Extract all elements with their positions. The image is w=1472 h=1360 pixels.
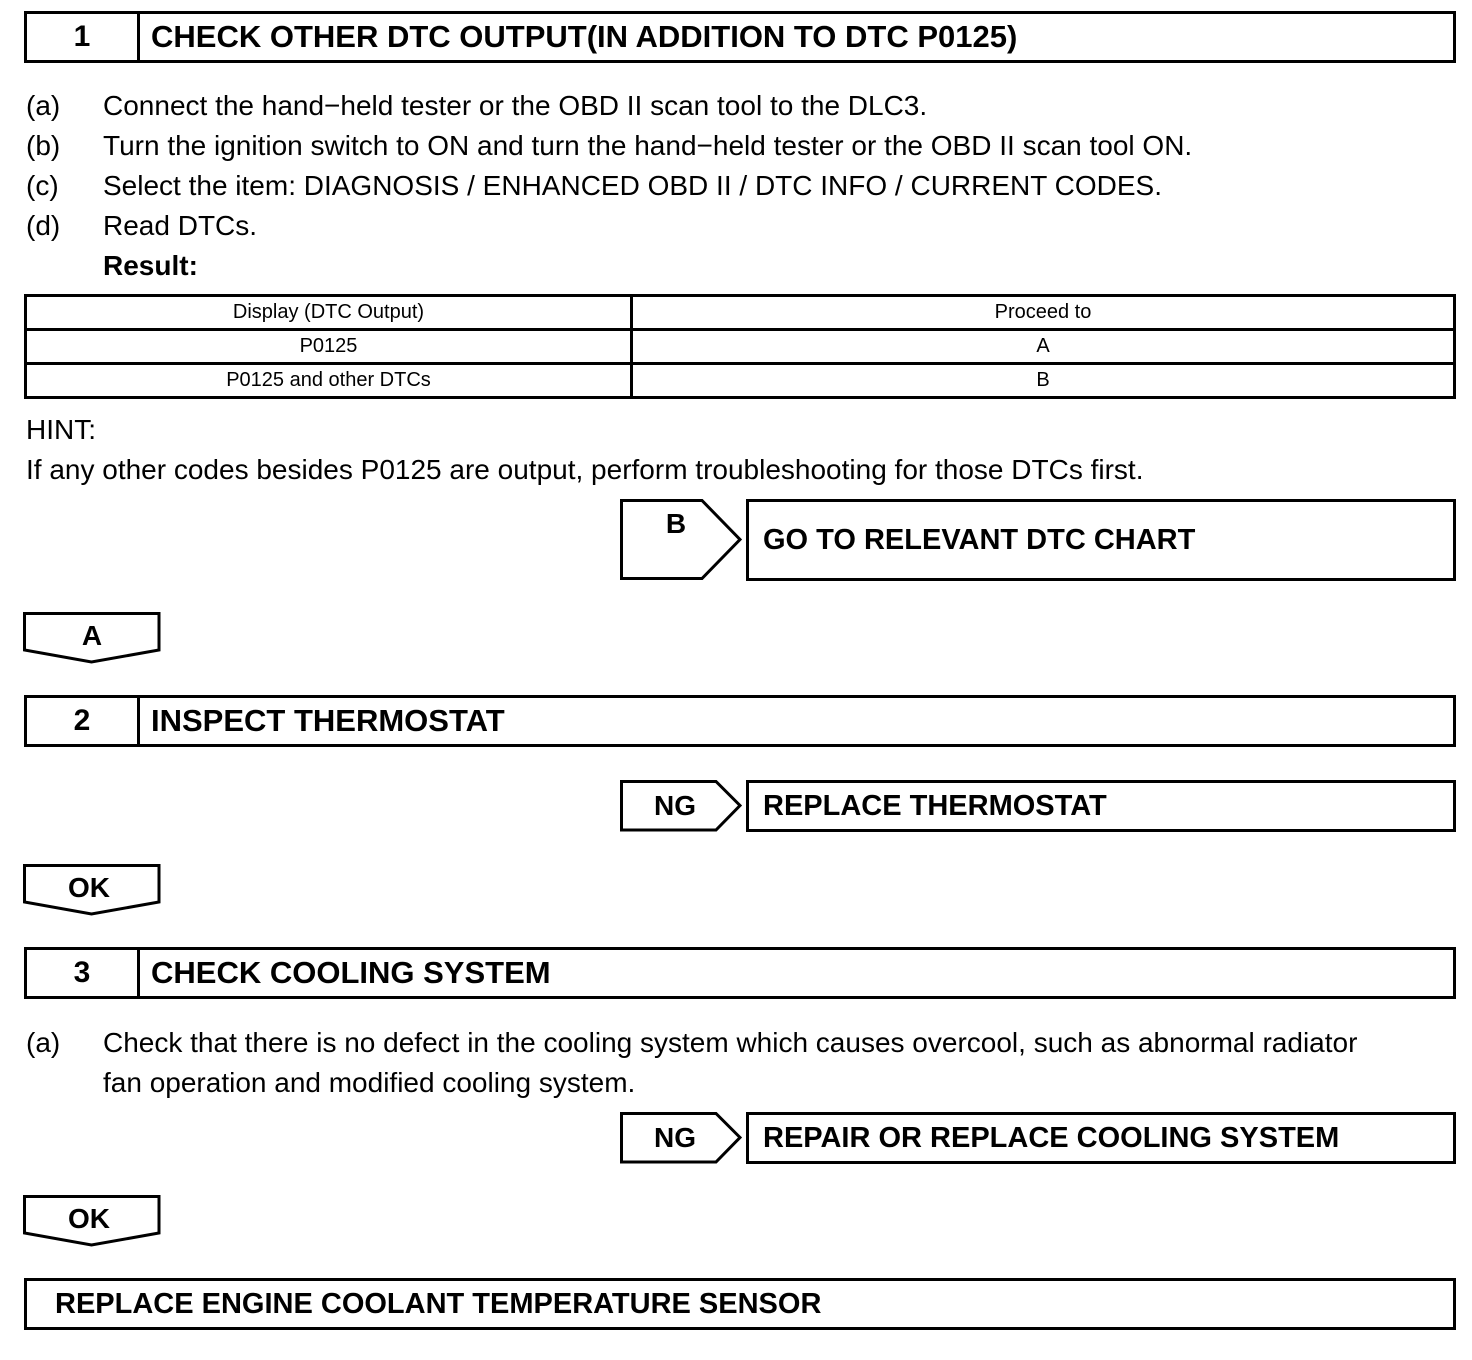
step-2-title: INSPECT THERMOSTAT xyxy=(151,703,505,738)
table-cell: A xyxy=(632,330,1455,364)
step-3-number: 3 xyxy=(27,950,140,996)
step-1-item-a-label: (a) xyxy=(26,90,61,121)
step-3-item-a-label: (a) xyxy=(26,1027,61,1058)
table-header-row xyxy=(26,296,1455,330)
step-1-item-d-text: Read DTCs. xyxy=(103,210,258,241)
hint-text: If any other codes besides P0125 are output, perform troubleshooting for those DTCs first. xyxy=(26,454,1144,485)
step-3-ng-result: REPAIR OR REPLACE COOLING SYSTEM xyxy=(746,1112,1456,1164)
step-1-item-c-text: Select the item: DIAGNOSIS / ENHANCED OBD II / DTC INFO / CURRENT CODES. xyxy=(103,170,1162,201)
step-3-item-a-line-2: fan operation and modified cooling system. xyxy=(103,1067,636,1098)
step-1-number: 1 xyxy=(27,14,140,60)
table-row xyxy=(26,364,1455,398)
table-cell: P0125 xyxy=(26,330,632,364)
hint-label: HINT: xyxy=(26,414,96,445)
continue-a-label: A xyxy=(81,620,103,651)
step-1-item-d-label: (d) xyxy=(26,210,61,241)
table-cell: P0125 and other DTCs xyxy=(26,364,632,398)
step-2-ok-label: OK xyxy=(68,872,110,903)
step-2-ng-label: NG xyxy=(654,790,696,821)
step-2-number: 2 xyxy=(27,698,140,744)
step-2-ng-result: REPLACE THERMOSTAT xyxy=(746,780,1456,832)
table-row xyxy=(26,330,1455,364)
step-3-title: CHECK COOLING SYSTEM xyxy=(151,955,551,990)
result-table xyxy=(24,294,1456,399)
step-1-item-b-label: (b) xyxy=(26,130,61,161)
step-3-header xyxy=(24,947,1456,999)
step-3-item-a-line-1: Check that there is no defect in the cooling system which causes overcool, such as abnormal radiator xyxy=(103,1027,1358,1058)
branch-b-label: B xyxy=(665,508,687,539)
step-2-header xyxy=(24,695,1456,747)
step-1-header xyxy=(24,11,1456,63)
table-header-proceed: Proceed to xyxy=(632,296,1455,330)
table-header-display: Display (DTC Output) xyxy=(26,296,632,330)
step-1-item-c-label: (c) xyxy=(26,170,59,201)
branch-b-result: GO TO RELEVANT DTC CHART xyxy=(746,499,1456,581)
step-1-item-b-text: Turn the ignition switch to ON and turn the hand−held tester or the OBD II scan tool ON. xyxy=(103,130,1193,161)
step-1-title: CHECK OTHER DTC OUTPUT(IN ADDITION TO DTC P0125) xyxy=(151,19,1018,54)
table-cell: B xyxy=(632,364,1455,398)
step-1-item-a-text: Connect the hand−held tester or the OBD II scan tool to the DLC3. xyxy=(103,90,928,121)
step-3-ok-label: OK xyxy=(68,1203,110,1234)
step-3-ng-label: NG xyxy=(654,1122,696,1153)
result-label: Result: xyxy=(103,250,198,281)
final-action-box: REPLACE ENGINE COOLANT TEMPERATURE SENSOR xyxy=(24,1278,1456,1330)
